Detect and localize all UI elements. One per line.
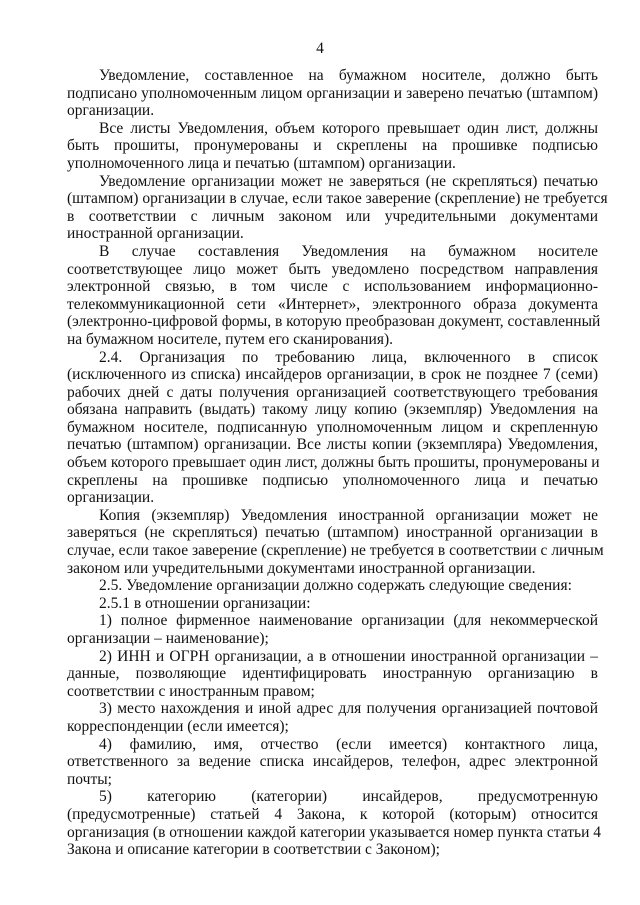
text-line: Закона и описание категории в соответствии с Законом);	[67, 841, 440, 859]
text-line: быть прошиты, пронумерованы и скреплены на прошивке подписью	[67, 137, 598, 155]
text-line: Все листы Уведомления, объем которого превышает один лист, должны	[99, 119, 598, 137]
text-line: рабочих дней с даты получения организацией соответствующего требования	[67, 383, 598, 401]
text-line: (предусмотренные) статьей 4 Закона, к которой (которым) относится	[67, 805, 598, 823]
text-line: Копия (экземпляр) Уведомления иностранной организации может не	[99, 506, 598, 524]
text-line: печатью (штампом) организации. Все листы копии (экземпляра) Уведомления,	[67, 436, 598, 454]
text-line: телекоммуникационной сети «Интернет», электронного образа документа	[67, 295, 598, 313]
text-line: ответственного за ведение списка инсайдеров, телефон, адрес электронной	[67, 753, 598, 771]
text-line: 3) место нахождения и иной адрес для получения организацией почтовой	[99, 700, 598, 718]
text-line: в соответствии с личным законом или учредительными документами	[67, 207, 598, 225]
text-line: (исключенного из списка) инсайдеров организации, в срок не позднее 7 (семи)	[67, 366, 598, 384]
text-line: обязана направить (выдать) такому лицу копию (экземпляр) Уведомления на	[67, 401, 598, 419]
text-line: данные, позволяющие идентифицировать иностранную организацию в	[67, 665, 598, 683]
text-line: уполномоченного лица и печатью (штампом) организации.	[67, 154, 456, 172]
text-line: законом или учредительными документами иностранной организации.	[67, 559, 536, 577]
text-line: корреспонденции (если имеется);	[67, 717, 289, 735]
text-line: организация (в отношении каждой категории указывается номер пункта статьи 4	[67, 823, 601, 841]
text-line: Уведомление, составленное на бумажном носителе, должно быть	[99, 67, 598, 84]
text-line: организации – наименование);	[67, 630, 269, 647]
text-line: 5) категорию (категории) инсайдеров, предусмотренную	[99, 788, 598, 806]
text-line: случае, если такое заверение (скрепление) не требуется в соответствии с личным	[67, 542, 604, 560]
text-line: организации.	[67, 102, 155, 120]
text-line: 2.5.1 в отношении организации:	[99, 594, 311, 612]
text-line: скреплены на прошивке подписью уполномоченного лица и печатью	[67, 471, 598, 489]
text-line: соответствующее лицо может быть уведомлено посредством направления	[67, 260, 598, 278]
text-line: почты;	[67, 770, 112, 788]
text-line: иностранной организации.	[67, 225, 244, 243]
text-line: заверяться (не скрепляться) печатью (штампом) иностранной организации в	[67, 524, 598, 542]
text-line: бумажном носителе, подписанную уполномоченным лицом и скрепленную	[67, 418, 598, 436]
text-line: 2.5. Уведомление организации должно содержать следующие сведения:	[99, 577, 572, 595]
text-line: электронной связью, в том числе с использованием информационно-	[67, 278, 598, 296]
text-line: 1) полное фирменное наименование организации (для некоммерческой	[99, 612, 598, 630]
text-line: объем которого превышает один лист, должны быть прошиты, пронумерованы и	[67, 454, 600, 472]
text-line: (штампом) организации в случае, если такое заверение (скрепление) не требуется	[67, 190, 608, 208]
text-line: 4) фамилию, имя, отчество (если имеется) контактного лица,	[99, 735, 598, 753]
text-line: организации.	[67, 489, 155, 507]
page-number: 4	[316, 40, 324, 57]
text-line: В случае составления Уведомления на бумажном носителе	[99, 242, 598, 260]
text-line: 2) ИНН и ОГРН организации, а в отношении иностранной организации –	[99, 647, 598, 665]
document-body	[67, 67, 608, 859]
text-line: подписано уполномоченным лицом организации и заверено печатью (штампом)	[67, 84, 598, 102]
text-line: Уведомление организации может не заверяться (не скрепляться) печатью	[99, 172, 598, 190]
text-line: соответствии с иностранным правом;	[67, 682, 315, 700]
text-line: 2.4. Организация по требованию лица, включенного в список	[99, 348, 598, 366]
text-line: (электронно-цифровой формы, в которую преобразован документ, составленный	[67, 313, 601, 331]
text-line: на бумажном носителе, путем его сканирования).	[67, 330, 393, 348]
